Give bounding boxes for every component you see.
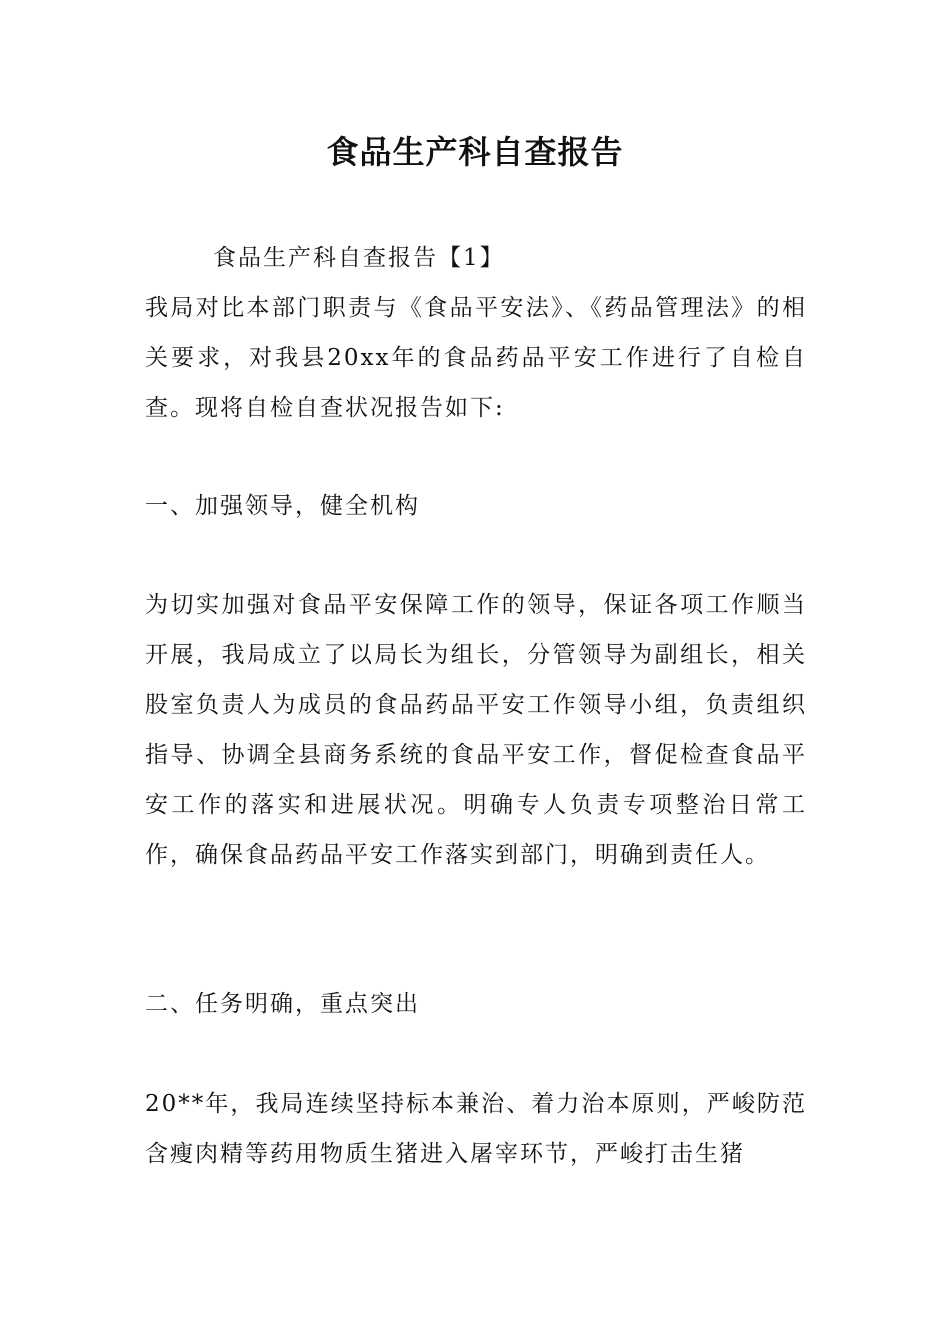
section-2-heading: 二、任务明确，重点突出 bbox=[145, 991, 420, 1017]
intro-paragraph: 我局对比本部门职责与《食品平安法》、《药品管理法》的相关要求，对我县20xx年的食品药品平安工作进行了自检自查。现将自检自查状况报告如下: bbox=[145, 295, 807, 421]
document-title: 食品生产科自查报告 bbox=[326, 133, 624, 171]
document-subtitle: 食品生产科自查报告【1】 bbox=[213, 245, 505, 271]
section-1-paragraph: 为切实加强对食品平安保障工作的领导，保证各项工作顺当开展，我局成立了以局长为组长，分管领导为副组长，相关股室负责人为成员的食品药品平安工作领导小组，负责组织指导、协调全县商务系统的食品平安工作，督促检查食品平安工作的落实和进展状况。明确专人负责专项整治日常工作，确保食品药品平安工作落实到部门，明确到责任人。 bbox=[145, 592, 807, 868]
section-1-heading: 一、加强领导，健全机构 bbox=[145, 493, 420, 519]
section-2-paragraph: 20**年，我局连续坚持标本兼治、着力治本原则，严峻防范含瘦肉精等药用物质生猪进入屠宰环节，严峻打击生猪 bbox=[145, 1091, 807, 1167]
